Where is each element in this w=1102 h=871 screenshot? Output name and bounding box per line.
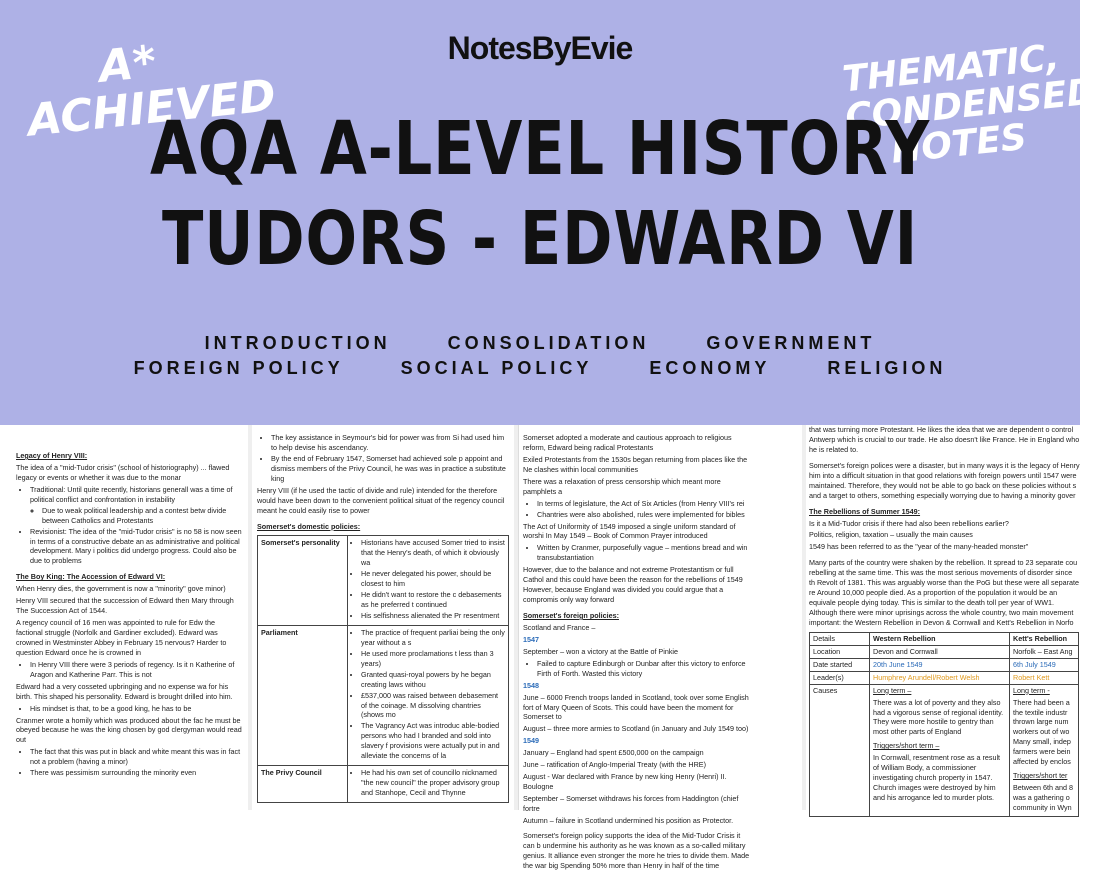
bullet: • He had his own set of councillo nicknamed "the new council" the proper advisory group and Stanhope, Cecil and Thynne	[361, 768, 505, 798]
topics-row-1	[0, 333, 1080, 354]
bullet-list	[351, 628, 505, 761]
legacy-bullet: • Traditional: Until quite recently, historians generall was a time of political conflict and confrontation in instability	[30, 485, 242, 505]
year-label: 1548	[523, 680, 539, 690]
cause-heading: Long term -	[1013, 685, 1050, 695]
thematic-tag: THEMATIC, CONDENSED NOTES	[840, 36, 1099, 172]
heading-boy-king: The Boy King: The Accession of Edward VI:	[16, 572, 166, 582]
paragraph: Edward had a very cosseted upbringing and no expense wa for his birth. This shaped his personality. Edward is brought drilled into him.	[16, 681, 233, 701]
bullet-list	[257, 433, 509, 484]
bullet: • The fact that this was put in black and white meant this was in fact not a problem (having a minor)	[30, 747, 242, 767]
bullet-list	[523, 543, 752, 563]
row-body	[348, 536, 509, 626]
achieved-tag: A* ACHIEVED	[25, 36, 279, 147]
bullet: • The Vagrancy Act was introduc able-bodied persons who had I branded and sold into slavery f provisions were actually put in and alleviate the concerns of la	[361, 721, 505, 761]
paragraph: Politics, religion, taxation – usually the main causes	[809, 530, 973, 540]
timeline-item: Autumn – failure in Scotland undermined his position as Protector.	[523, 815, 734, 825]
paragraph: Somerset adopted a moderate and cautious approach to religious reform, Edward being radical Protestants	[523, 433, 732, 452]
paragraph: When Henry dies, the government is now a "minority" gove minor)	[16, 584, 226, 594]
timeline-item: January – England had spent £500,000 on the campaign	[523, 748, 704, 758]
bullet-list	[16, 747, 242, 778]
cause-text: There had been a the textile industr thrown large num workers out of wo Many small, indep farmers were bein affected by enclos	[1013, 697, 1071, 767]
bullet: • The key assistance in Seymour's bid for power was from Si had used him to help devise his ascendancy.	[271, 433, 509, 453]
paragraph: that was turning more Protestant. He likes the idea that we are dependent o control Antwerp which is crucial to our trade. He also doesn't like France. He in England who he is related to.	[809, 425, 1080, 454]
paragraph: Exiled Protestants from the 1530s began returning from places like the Ne clashes within local communities	[523, 454, 748, 474]
cause-text: In Cornwall, resentment rose as a result of William Body, a commissioner investigating church property in 1547. Church images were destroyed by him and his arrogance led to murder plots.	[873, 753, 1001, 802]
row-key: Parliament	[258, 625, 348, 765]
topic-government: GOVERNMENT	[706, 333, 876, 353]
bullet: • In Henry VIII there were 3 periods of regency. Is it n Katherine of Aragon and Katherine Parr. This is not	[30, 660, 242, 680]
title-line-1: AQA A-LEVEL HISTORY	[149, 106, 931, 192]
topics-row-2	[0, 358, 1080, 379]
table-cell: Humphrey Arundell/Robert Welsh	[870, 671, 1010, 684]
paragraph: Henry VIII secured that the succession of Edward then Mary through The Succession Act of 1544.	[16, 596, 234, 616]
paragraph: Henry VIII (if he used the tactic of divide and rule) intended for the therefore would have been down to the convenient political situat of the regency council meant he could easily rise to power	[257, 485, 505, 515]
topic-economy: ECONOMY	[649, 358, 771, 378]
column-header: Kett's Rebellion	[1010, 632, 1079, 645]
topic-introduction: INTRODUCTION	[204, 333, 391, 353]
topic-foreign-policy: FOREIGN POLICY	[133, 358, 344, 378]
bullet: • He never delegated his power, should be closest to him	[361, 569, 505, 589]
notes-page-4	[806, 425, 1080, 810]
bullet: • His selfishness alienated the Pr resentment	[361, 611, 505, 621]
table-cell	[1010, 684, 1079, 816]
bullet: • Failed to capture Edinburgh or Dunbar after this victory to enforce Firth of Forth. Wasted this victory	[537, 659, 752, 679]
cause-text: There was a lot of poverty and they also had a vigorous sense of regional identity. They were more hostile to gentry than most other parts of England	[873, 697, 1004, 737]
bullet-list	[523, 659, 752, 679]
table-cell: Causes	[810, 684, 870, 816]
paragraph: There was a relaxation of press censorship which meant more pamphlets a	[523, 476, 721, 496]
bullet-list	[351, 538, 505, 621]
bullet-list	[16, 704, 242, 714]
paragraph: However, due to the balance and not extreme Protestantism or full Cathol and this could have been the reason for the rebellions of 1549 However, because England was divided you could argue that a compromis only way forward	[523, 565, 743, 605]
title-line-2: TUDORS - EDWARD VI	[162, 196, 918, 282]
year-label: 1547	[523, 634, 539, 644]
table-cell: 20th June 1549	[870, 658, 1010, 671]
table-cell	[870, 684, 1010, 816]
legacy-bullet: ◦ Due to weak political leadership and a contest betw divide between Catholics and Protestants	[42, 506, 242, 526]
rebellions-table	[809, 632, 1079, 817]
cause-heading: Long term –	[873, 685, 912, 695]
bullet: • There was pessimism surrounding the minority even	[30, 768, 242, 778]
bullet: • Granted quasi-royal powers by he began creating laws withou	[361, 670, 505, 690]
bullet: • His mindset is that, to be a good king, he has to be	[30, 704, 242, 714]
column-header: Western Rebellion	[870, 632, 1010, 645]
bullet: • In terms of legislature, the Act of Six Articles (from Henry VIII's rei	[537, 499, 752, 509]
bullet-list	[523, 499, 752, 520]
table-cell: Devon and Cornwall	[870, 645, 1010, 658]
bullet: • He used more proclamations t less than 3 years)	[361, 649, 505, 669]
table-row	[258, 625, 509, 765]
table-cell: Date started	[810, 658, 870, 671]
notes-page-2	[253, 425, 515, 810]
legacy-bullet: • Revisionist: The idea of the "mid-Tudor crisis" is no 58 is now seen in terms of a constructive debate an as administrative and political development. Mary i politics did undergo progress. Could also be due to problems	[30, 527, 242, 567]
paragraph: A regency council of 16 men was appointed to rule for Edw the factional struggle (Norfolk and Gardiner excluded). Edward was crowned in Westminster Abbey in February 15 nervous? Harder to question Edward once he is crowned in	[16, 618, 227, 657]
notes-page-3	[518, 425, 758, 870]
table-row	[258, 766, 509, 803]
paragraph: Somerset's foreign polices were a disaster, but in many ways it is the legacy of Henry him into a difficult situation in that good relations with foreign powers until 1547 were maintained. Therefore, they would not be able to go back on these policies without s and a target to others, something especially worrying due to having a minority gover	[809, 460, 1080, 500]
paragraph: Cranmer wrote a homily which was produced about the fac he must be obeyed because he was the king chosen by god clergyman would read out	[16, 715, 242, 745]
year-label: 1549	[523, 736, 539, 746]
table-header-row	[810, 632, 1079, 645]
row-body	[348, 766, 509, 803]
brand-logo: NotesByEvie	[447, 30, 633, 66]
table-cell: 6th July 1549	[1010, 658, 1079, 671]
notes-page-1	[0, 425, 248, 810]
timeline-item: June – ratification of Anglo-Imperial Treaty (with the HRE)	[523, 760, 706, 770]
table-cell: Leader(s)	[810, 671, 870, 684]
table-row	[810, 645, 1079, 658]
bullet: • Chantries were also abolished, rules were implemented for bibles	[537, 510, 752, 520]
table-cell: Norfolk – East Ang	[1010, 645, 1079, 658]
cause-text: Between 6th and 8 was a gathering o community in Wyn	[1013, 783, 1073, 812]
bullet-list	[351, 768, 505, 798]
bullet: • Historians have accused Somer tried to insist that the Henry's death, of which it obviously wa	[361, 538, 505, 568]
table-row	[810, 658, 1079, 671]
heading-rebellions: The Rebellions of Summer 1549:	[809, 506, 921, 516]
paragraph: 1549 has been referred to as the "year of the many-headed monster"	[809, 542, 1029, 552]
timeline-item: June – 6000 French troops landed in Scotland, took over some English fort of Mary Queen of Scots. This could have been the moment for Somerset to	[523, 692, 749, 722]
table-row	[810, 671, 1079, 684]
table-row	[258, 536, 509, 626]
heading-legacy: Legacy of Henry VIII:	[16, 451, 88, 460]
paragraph: Scotland and France –	[523, 622, 596, 632]
paragraph: Is it a Mid-Tudor crisis if there had also been rebellions earlier?	[809, 518, 1009, 528]
heading-domestic-policies: Somerset's domestic policies:	[257, 521, 361, 531]
table-row	[810, 684, 1079, 816]
cause-heading: Triggers/short term –	[873, 741, 940, 751]
paragraph: Somerset's foreign policy supports the idea of the Mid-Tudor Crisis it can b undermine his authority as he was known as a so-called military genius. It alliance even stronger the more he tries to divide them. Made the war big Spending 50% more than Henry in half of the time	[523, 830, 750, 870]
topic-consolidation: CONSOLIDATION	[447, 333, 650, 353]
heading-foreign-policies: Somerset's foreign policies:	[523, 611, 619, 620]
bullet: • He didn't want to restore the c debasements as he preferred t continued	[361, 590, 505, 610]
legacy-text: The idea of a "mid-Tudor crisis" (school of historiography) ... flawed legacy or events or whether it was due to the monar	[16, 462, 230, 482]
bullet: • £537,000 was raised between debasement of the coinage. M dissolving chantries (shows mo	[361, 691, 505, 721]
row-key: Somerset's personality	[258, 536, 348, 626]
row-key: The Privy Council	[258, 766, 348, 803]
bullet: • The practice of frequent parliai being the only year without a s	[361, 628, 505, 648]
column-header: Details	[810, 632, 870, 645]
bullet: • By the end of February 1547, Somerset had achieved sole p appoint and dismiss members of the Privy Council, he was was in practice a substitute king	[271, 454, 509, 484]
table-cell: Location	[810, 645, 870, 658]
topic-religion: RELIGION	[827, 358, 947, 378]
timeline-item: September – Somerset withdraws his forces from Haddington (chief fortre	[523, 794, 739, 813]
paragraph: Many parts of the country were shaken by the rebellion. It spread to 23 separate cou rebelling at the same time. This was the most serious movements of disorder since th Revolt of 1381. This was arguably worse than the PoG but these were all separate re Around 10,000 people died. As a proportion of the population it would be an equivale people dying today. This is similar to the death toll per year of WW1. Although there were minor uprisings across the whole country, two main movement important: the Western Rebellion in Devon & Cornwall and Kett's Rebellion in Norfo	[809, 558, 1079, 627]
row-body	[348, 625, 509, 765]
paragraph: The Act of Uniformity of 1549 imposed a single uniform standard of worshi In May 1549 – Book of Common Prayer introduced	[523, 521, 736, 541]
timeline-item: August – three more armies to Scotland (in January and July 1549 too)	[523, 724, 749, 734]
bullet: • Written by Cranmer, purposefully vague – mentions bread and win transubstantiation	[537, 543, 752, 563]
bullet-list	[16, 660, 242, 680]
page-divider	[248, 425, 252, 810]
domestic-policies-table	[257, 535, 509, 803]
table-cell: Robert Kett	[1010, 671, 1079, 684]
header-banner	[0, 0, 1099, 425]
timeline-item: September – won a victory at the Battle of Pinkie	[523, 646, 679, 656]
timeline-item: August - War declared with France by new king Henry (Henri) II. Boulogne	[523, 772, 727, 792]
cause-heading: Triggers/short ter	[1013, 771, 1068, 781]
legacy-list	[16, 485, 242, 567]
topic-social-policy: SOCIAL POLICY	[400, 358, 593, 378]
